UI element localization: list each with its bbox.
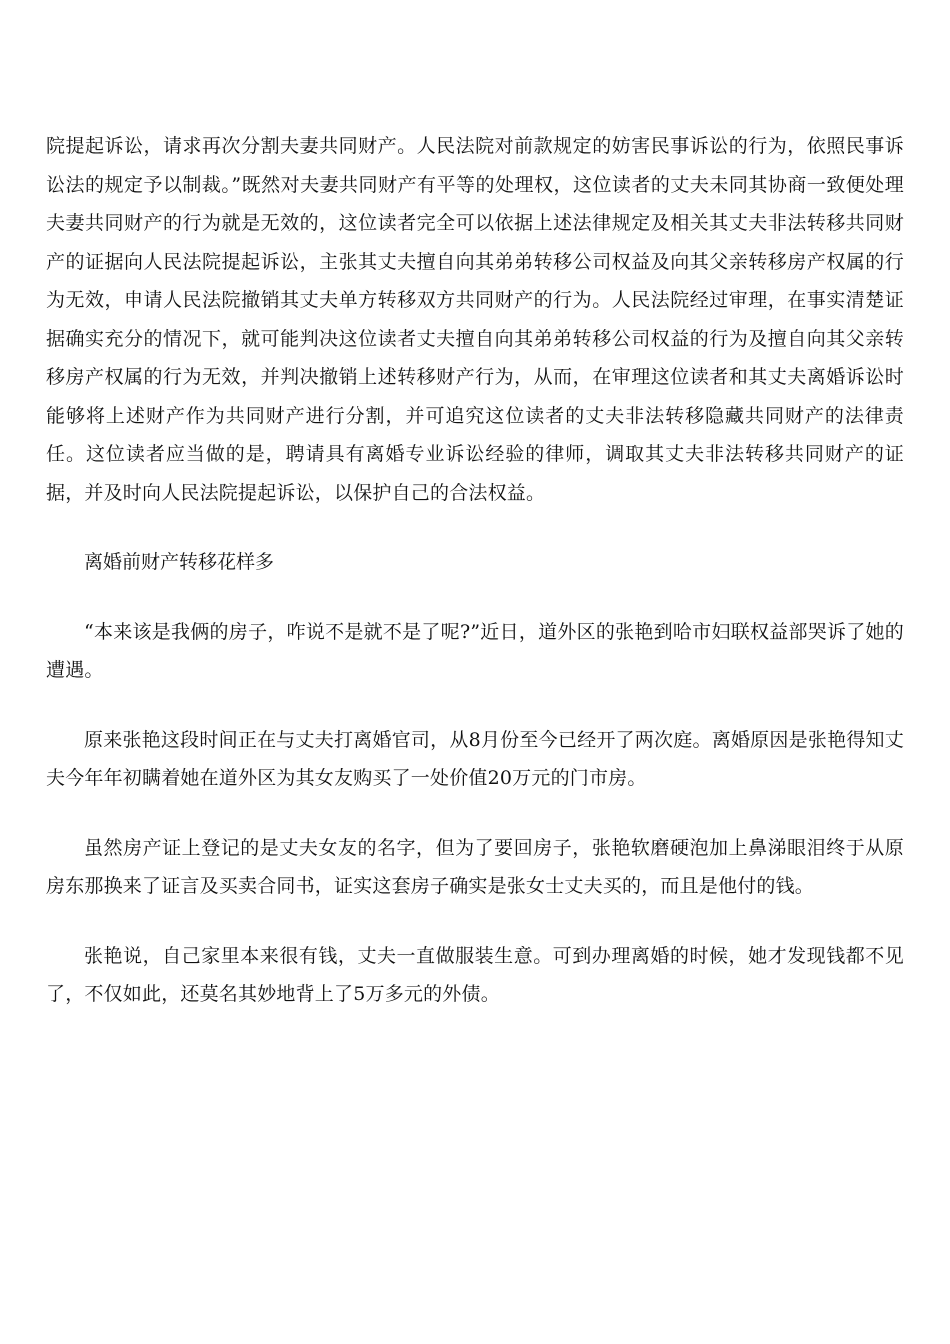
document-page: [46, 127, 904, 1014]
section-heading: 离婚前财产转移花样多: [84, 551, 275, 573]
body-paragraph-1: 院提起诉讼，请求再次分割夫妻共同财产。人民法院对前款规定的妨害民事诉讼的行为，依照民事诉讼法的规定予以制裁。”既然对夫妻共同财产有平等的处理权，这位读者的丈夫未同其协商一致便处理夫妻共同财产的行为就是无效的，这位读者完全可以依据上述法律规定及相关其丈夫非法转移共同财产的证据向人民法院提起诉讼，主张其丈夫擅自向其弟弟转移公司权益及向其父亲转移房产权属的行为无效，申请人民法院撤销其丈夫单方转移双方共同财产的行为。人民法院经过审理，在事实清楚证据确实充分的情况下，就可能判决这位读者丈夫擅自向其弟弟转移公司权益的行为及擅自向其父亲转移房产权属的行为无效，并判决撤销上述转移财产行为，从而，在审理这位读者和其丈夫离婚诉讼时能够将上述财产作为共同财产进行分割，并可追究这位读者的丈夫非法转移隐藏共同财产的法律责任。这位读者应当做的是，聘请具有离婚专业诉讼经验的律师，调取其丈夫非法转移共同财产的证据，并及时向人民法院提起诉讼，以保护自己的合法权益。: [46, 135, 904, 504]
body-paragraph-2: “本来该是我俩的房子，咋说不是就不是了呢?”近日，道外区的张艳到哈市妇联权益部哭诉了她的遭遇。: [46, 620, 904, 681]
paragraph-gap: [46, 582, 904, 613]
paragraph-gap: [46, 798, 904, 829]
paragraph-gap: [46, 512, 904, 543]
body-paragraph-3: 原来张艳这段时间正在与丈夫打离婚官司，从8月份至今已经开了两次庭。离婚原因是张艳得知丈夫今年年初瞒着她在道外区为其女友购买了一处价值20万元的门市房。: [46, 728, 904, 789]
body-paragraph-4: 虽然房产证上登记的是丈夫女友的名字，但为了要回房子，张艳软磨硬泡加上鼻涕眼泪终于从原房东那换来了证言及买卖合同书，证实这套房子确实是张女士丈夫买的，而且是他付的钱。: [46, 836, 904, 897]
paragraph-gap: [46, 690, 904, 721]
body-paragraph-5: 张艳说，自己家里本来很有钱，丈夫一直做服装生意。可到办理离婚的时候，她才发现钱都不见了，不仅如此，还莫名其妙地背上了5万多元的外债。: [46, 944, 904, 1005]
paragraph-gap: [46, 906, 904, 937]
